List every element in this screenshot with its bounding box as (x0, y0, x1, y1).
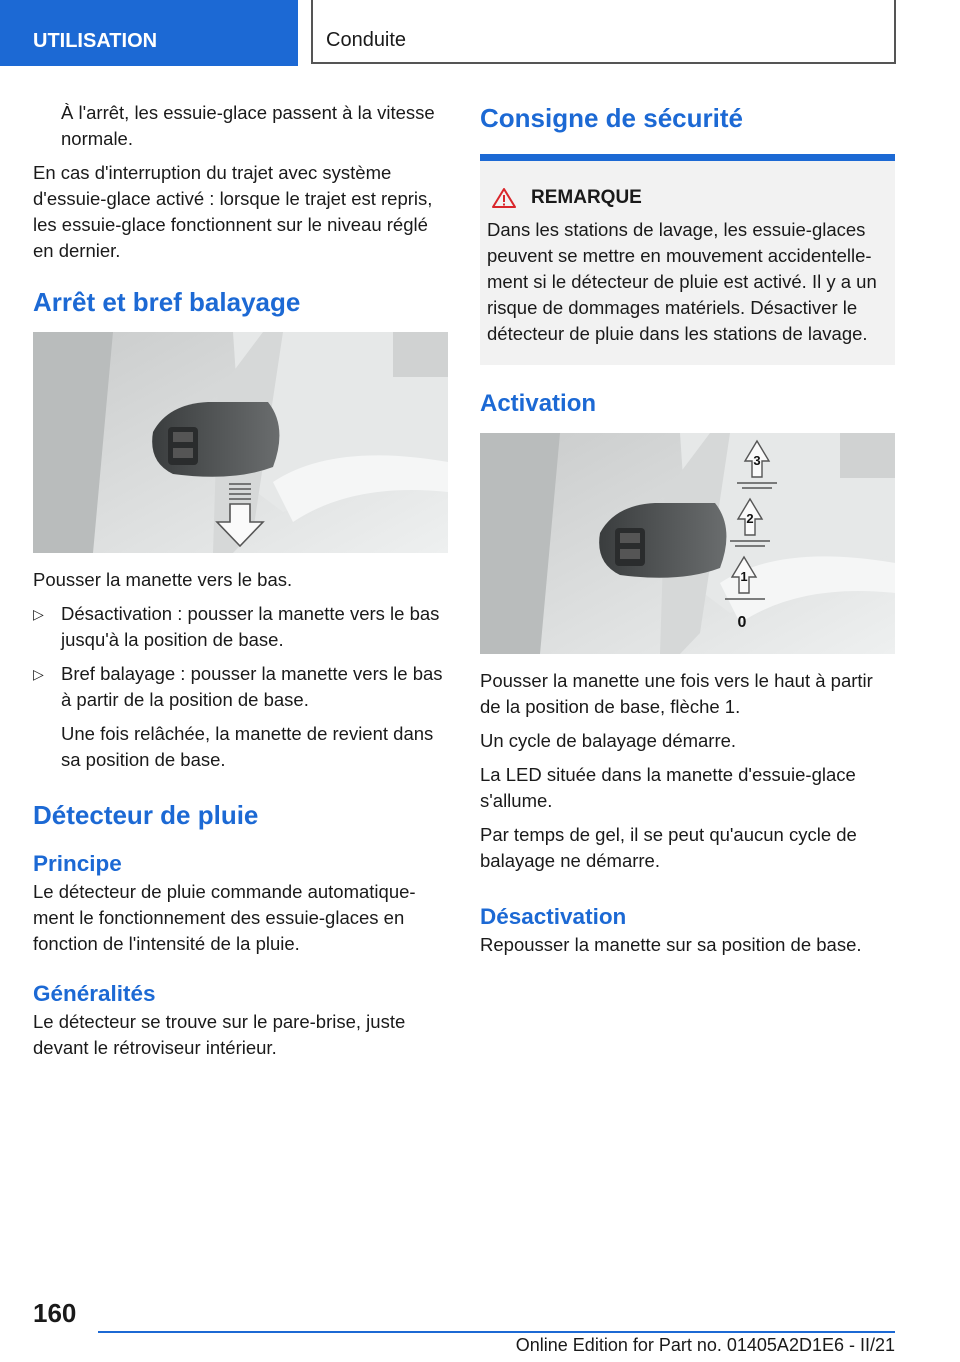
notice-text: Dans les stations de lavage, les essuie-glaces peuvent se mettre en mouvement accidentelle-ment si le détecteur de pluie est activé. Il y a un risque de dommages matériels. Désactiver le détecteur de pluie dans les stations de lavage. (487, 219, 877, 344)
deactivation-heading: Désactivation (480, 904, 627, 929)
page-header (0, 0, 960, 66)
activation-paragraph-3: La LED située dans la manette d'essuie-glace s'allume. (480, 764, 856, 811)
activation-paragraph-4: Par temps de gel, il se peut qu'aucun cycle de balayage ne démarre. (480, 824, 857, 871)
safety-heading: Consigne de sécurité (480, 103, 743, 133)
deactivation-text: Repousser la manette sur sa position de base. (480, 934, 862, 955)
rain-sensor-heading: Détecteur de pluie (33, 800, 259, 830)
figure-label-1: 1 (740, 569, 748, 584)
intro-paragraph-2: En cas d'interruption du trajet avec système d'essuie-glace activé : lorsque le trajet est repris, les essuie-glace fonctionnent sur le niveau réglé en dernier. (33, 162, 433, 261)
figure-label-0: 0 (737, 614, 747, 631)
figure-label-2: 2 (746, 511, 754, 526)
wiper-stalk-down-illustration (33, 332, 448, 553)
general-text: Le détecteur se trouve sur le pare-brise, juste devant le rétroviseur intérieur. (33, 1011, 406, 1058)
bullet-text: Désactivation : pousser la manette vers le bas jusqu'à la position de base. (61, 603, 440, 650)
principle-text: Le détecteur de pluie commande automatique-ment le fonctionnement des essuie-glaces en fonction de l'intensité de la pluie. (33, 881, 416, 954)
page-number: 160 (33, 1298, 77, 1328)
activation-paragraph-2: Un cycle de balayage démarre. (480, 730, 737, 751)
bullet-note: Une fois relâchée, la manette de revient dans sa position de base. (61, 723, 434, 770)
notice-title: REMARQUE (531, 187, 642, 208)
general-heading: Généralités (33, 981, 156, 1006)
activation-paragraph-1: Pousser la manette une fois vers le haut à partir de la position de base, flèche 1. (480, 670, 873, 717)
triangle-bullet-icon: ▷ (33, 666, 44, 682)
stop-heading: Arrêt et bref balayage (33, 287, 301, 317)
stop-instruction: Pousser la manette vers le bas. (33, 569, 293, 590)
warning-icon (491, 187, 517, 209)
triangle-bullet-icon: ▷ (33, 606, 44, 622)
left-column (33, 100, 448, 1069)
heading-rule (480, 154, 895, 161)
footer-rule (98, 1331, 895, 1333)
wiper-stalk-up-illustration (480, 433, 895, 654)
activation-heading: Activation (480, 390, 597, 417)
figure-label-3: 3 (753, 453, 761, 468)
edition-footer: Online Edition for Part no. 01405A2D1E6 - II/21 (515, 1335, 895, 1355)
section-tab: UTILISATION (0, 0, 298, 66)
chapter-tab: Conduite (311, 0, 896, 64)
principle-heading: Principe (33, 851, 122, 876)
notice-header (487, 185, 889, 211)
bullet-item (33, 601, 448, 653)
right-column (480, 100, 895, 966)
intro-paragraph-1: À l'arrêt, les essuie-glace passent à la vitesse normale. (61, 102, 435, 149)
bullet-text: Bref balayage : pousser la manette vers le bas à partir de la position de base. (61, 663, 443, 710)
bullet-item (33, 661, 448, 713)
notice-box (480, 161, 895, 365)
